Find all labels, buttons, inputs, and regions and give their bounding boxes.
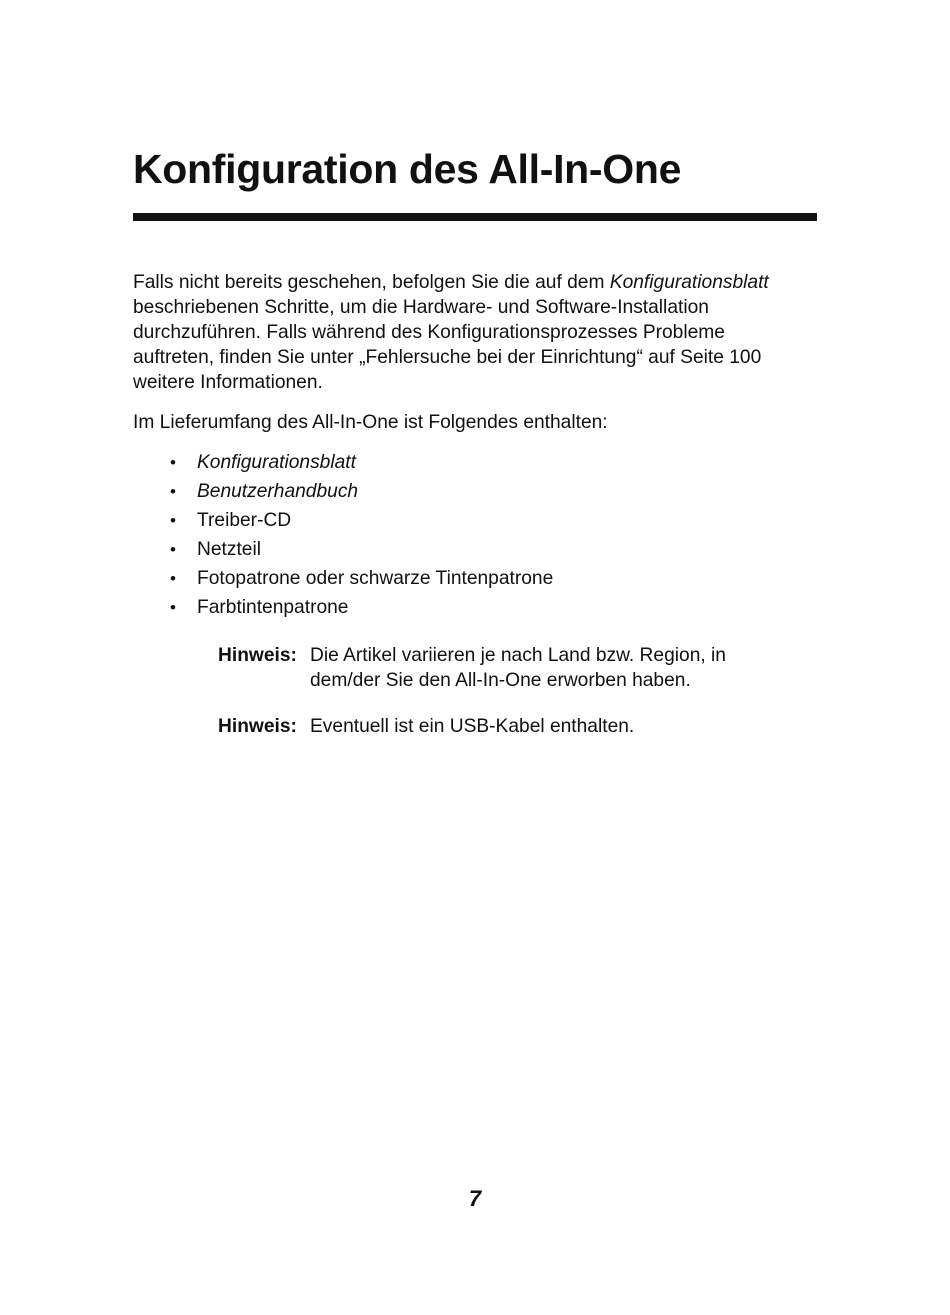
bullet-icon: • bbox=[170, 569, 176, 588]
intro-line-4: auftreten, finden Sie unter „Fehlersuche bei der Einrichtung“ auf Seite 100 bbox=[133, 347, 762, 368]
list-item bbox=[133, 450, 553, 479]
note-text bbox=[310, 643, 726, 693]
bullet-icon: • bbox=[170, 598, 176, 617]
title-rule bbox=[133, 213, 817, 221]
package-contents-list bbox=[133, 450, 553, 624]
list-item bbox=[133, 508, 553, 537]
note-line-1: Eventuell ist ein USB-Kabel enthalten. bbox=[310, 716, 635, 737]
intro-line-1-text: Falls nicht bereits geschehen, befolgen Sie die auf dem bbox=[133, 272, 610, 293]
intro-line-1 bbox=[133, 270, 833, 295]
contents-intro: Im Lieferumfang des All-In-One ist Folgendes enthalten: bbox=[133, 412, 608, 433]
note-usb bbox=[218, 714, 634, 739]
note-text bbox=[310, 714, 634, 739]
list-item bbox=[133, 479, 553, 508]
note-label: Hinweis: bbox=[218, 645, 297, 666]
list-item bbox=[133, 537, 553, 566]
bullet-icon: • bbox=[170, 540, 176, 559]
bullet-icon: • bbox=[170, 482, 176, 501]
list-item-text: Fotopatrone oder schwarze Tintenpatrone bbox=[197, 568, 554, 589]
list-item-text: Farbtintenpatrone bbox=[197, 597, 349, 618]
note-label: Hinweis: bbox=[218, 716, 297, 737]
note-line-2: dem/der Sie den All-In-One erworben haben. bbox=[310, 670, 691, 691]
note-line-1: Die Artikel variieren je nach Land bzw. Region, in bbox=[310, 645, 726, 666]
list-item bbox=[133, 566, 553, 595]
list-item-text: Benutzerhandbuch bbox=[197, 481, 359, 502]
list-item-text: Treiber-CD bbox=[197, 510, 292, 531]
intro-line-5: weitere Informationen. bbox=[133, 372, 323, 393]
note-region bbox=[218, 643, 726, 693]
intro-paragraph bbox=[133, 270, 833, 395]
list-item-text: Netzteil bbox=[197, 539, 261, 560]
intro-reference-italic: Konfigurationsblatt bbox=[609, 272, 769, 293]
list-item bbox=[133, 595, 553, 624]
page-number: 7 bbox=[468, 1186, 482, 1211]
intro-line-3: durchzuführen. Falls während des Konfigurationsprozesses Probleme bbox=[133, 322, 725, 343]
list-item-text: Konfigurationsblatt bbox=[197, 452, 356, 473]
bullet-icon: • bbox=[170, 453, 176, 472]
bullet-icon: • bbox=[170, 511, 176, 530]
intro-line-2: beschriebenen Schritte, um die Hardware- und Software-Installation bbox=[133, 297, 709, 318]
page-title: Konfiguration des All-In-One bbox=[133, 146, 682, 192]
